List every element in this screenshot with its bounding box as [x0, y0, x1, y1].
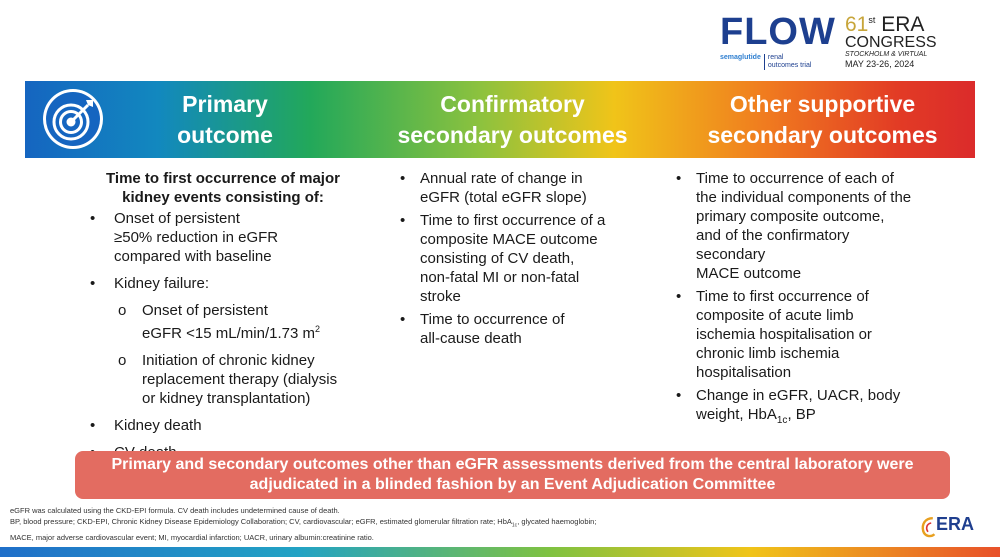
footnote-hba1c-subscript: 1c [511, 522, 518, 529]
confirmatory-heading: Confirmatory secondary outcomes [397, 91, 628, 148]
primary-lead: Time to first occurrence of major kidney events consisting of: [106, 170, 340, 206]
era-congress-word: CONGRESS [845, 34, 937, 51]
era-edition-number: 61 [845, 13, 869, 36]
supportive-column [674, 169, 964, 434]
supportive-hba1c-subscript: 1c [776, 415, 788, 426]
footnote [10, 505, 910, 543]
era-congress-logo [845, 10, 975, 69]
primary-sub-egfr-threshold [88, 301, 358, 343]
adjudication-callout: Primary and secondary outcomes other than eGFR assessments derived from the central laboratory were adjudicated in a blinded fashion by an Event Adjudication Committee [75, 451, 950, 499]
supportive-heading: Other supportive secondary outcomes [707, 91, 938, 148]
bottom-gradient-bar [0, 547, 1000, 557]
confirmatory-bullet-egfr-slope: • Annual rate of change in eGFR (total eGFR slope) [398, 169, 648, 207]
era-footer-logo [920, 512, 990, 542]
flow-logo [720, 11, 836, 70]
outcome-banner [25, 81, 975, 158]
primary-sub-egfr-sup: 2 [314, 324, 320, 334]
supportive-bullet-change-measures [674, 386, 964, 430]
primary-bullet-kidney-failure: • Kidney failure: [88, 274, 358, 293]
footnote-abbrev-text: BP, blood pressure; CKD-EPI, Chronic Kidney Disease Epidemiology Collaboration; CV, cardiovascular; eGFR, estimated glomerular filtration rate; HbA [10, 517, 512, 526]
primary-sub-egfr-text: Onset of persistent eGFR <15 mL/min/1.73 m [142, 302, 315, 342]
era-location: STOCKHOLM & VIRTUAL [845, 51, 928, 58]
footnote-line2 [10, 516, 910, 532]
header-logos [690, 10, 990, 70]
footnote-line3: MACE, major adverse cardiovascular event; MI, myocardial infarction; UACR, urinary albumin:creatinine ratio. [10, 532, 374, 542]
primary-bullet-kidney-death: • Kidney death [88, 416, 358, 435]
target-icon [42, 88, 104, 150]
flow-logo-text: FLOW [720, 11, 836, 53]
era-swirl-icon [920, 514, 936, 540]
primary-sub-replacement-therapy: o Initiation of chronic kidney replacement therapy (dialysis or kidney transplantation) [88, 351, 358, 408]
era-edition-suffix: st [868, 15, 876, 25]
era-footer-text: ERA [936, 514, 975, 534]
confirmatory-column [398, 169, 648, 352]
supportive-change-bp: , BP [787, 406, 816, 423]
confirmatory-bullet-all-cause-death: • Time to occurrence of all-cause death [398, 310, 648, 348]
flow-subtitle-line2: outcomes trial [767, 62, 812, 69]
primary-outcome-heading: Primary outcome [177, 91, 273, 148]
flow-subtitle-line1: renal [767, 54, 784, 61]
supportive-bullet-components: • Time to occurrence of each of the individual components of the primary composite outcome, and of the confirmatory secondary MACE outcome [674, 169, 964, 283]
supportive-change-text: Change in eGFR, UACR, body weight, HbA [696, 387, 901, 423]
supportive-bullet-limb-ischemia: • Time to first occurrence of composite of acute limb ischemia hospitalisation or chronic limb ischemia hospitalisation [674, 287, 964, 382]
flow-subtitle [765, 54, 812, 70]
primary-outcome-column [88, 169, 358, 470]
era-dates: MAY 23-26, 2024 [845, 59, 915, 69]
footnote-abbrev-tail: , glycated haemoglobin; [517, 517, 597, 526]
footnote-line1: eGFR was calculated using the CKD-EPI formula. CV death includes undetermined cause of death. [10, 506, 340, 515]
primary-bullet-egfr-reduction: • Onset of persistent ≥50% reduction in eGFR compared with baseline [88, 209, 358, 266]
flow-drug-name: semaglutide [720, 54, 765, 70]
confirmatory-bullet-mace: • Time to first occurrence of a composite MACE outcome consisting of CV death, non-fatal MI or non-fatal stroke [398, 211, 648, 306]
era-name: ERA [881, 13, 925, 36]
